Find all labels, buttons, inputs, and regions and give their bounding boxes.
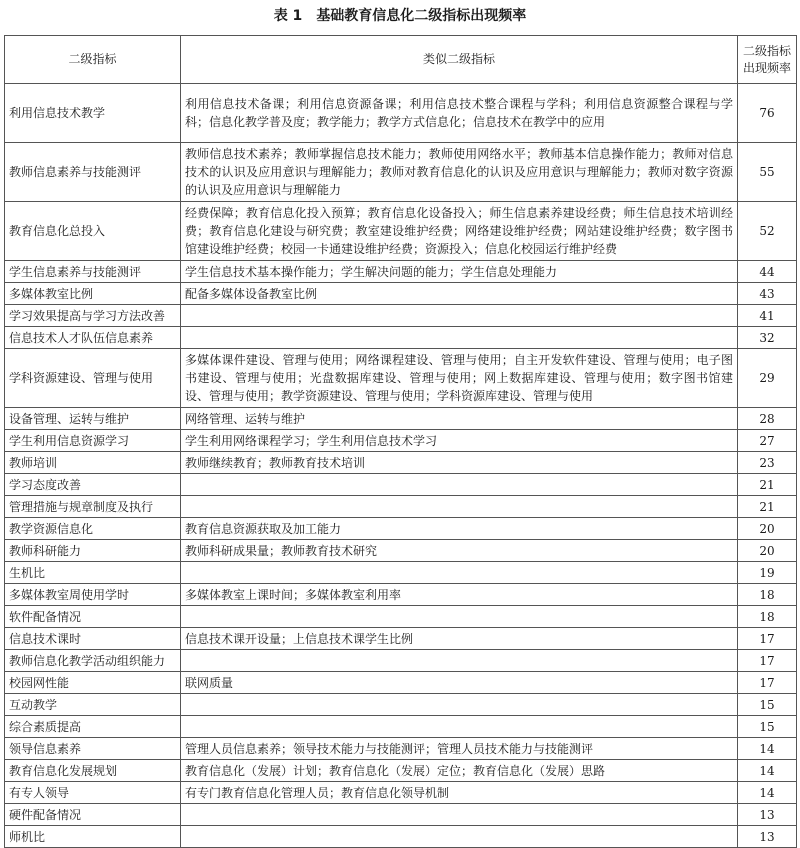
- frequency-cell: 23: [738, 452, 797, 474]
- table-row: [5, 694, 797, 716]
- frequency-cell: 52: [738, 202, 797, 261]
- similar-cell: [181, 562, 738, 584]
- header-row: [5, 36, 797, 84]
- frequency-cell: 76: [738, 84, 797, 143]
- frequency-cell: 29: [738, 349, 797, 408]
- frequency-cell: 43: [738, 283, 797, 305]
- similar-cell: 多媒体课件建设、管理与使用；网络课程建设、管理与使用；自主开发软件建设、管理与使用；电子图书建设、管理与使用；光盘数据库建设、管理与使用；网上数据库建设、管理与使用；数字图书馆建设、管理与使用；教学资源建设、管理与使用；学科资源库建设、管理与使用: [181, 349, 738, 408]
- frequency-cell: 19: [738, 562, 797, 584]
- frequency-cell: 13: [738, 826, 797, 848]
- frequency-cell: 14: [738, 782, 797, 804]
- frequency-cell: 13: [738, 804, 797, 826]
- frequency-cell: 32: [738, 327, 797, 349]
- table-row: [5, 540, 797, 562]
- similar-cell: 教育信息资源获取及加工能力: [181, 518, 738, 540]
- table-row: [5, 349, 797, 408]
- similar-cell: [181, 305, 738, 327]
- frequency-cell: 18: [738, 606, 797, 628]
- frequency-cell: 20: [738, 540, 797, 562]
- similar-cell: 教师信息技术素养；教师掌握信息技术能力；教师使用网络水平；教师基本信息操作能力；教师对信息技术的认识及应用意识与理解能力；教师对教育信息化的认识及应用意识与理解能力；教师对数字资源的认识及应用意识与理解能力: [181, 143, 738, 202]
- similar-cell: 经费保障；教育信息化投入预算；教育信息化设备投入；师生信息素养建设经费；师生信息技术培训经费；教育信息化建设与研究费；教室建设维护经费；网络建设维护经费；网站建设维护经费；数字图书馆建设维护经费；校园一卡通建设维护经费；资源投入；信息化校园运行维护经费: [181, 202, 738, 261]
- frequency-cell: 44: [738, 261, 797, 283]
- frequency-cell: 17: [738, 628, 797, 650]
- frequency-cell: 18: [738, 584, 797, 606]
- similar-cell: [181, 804, 738, 826]
- indicator-cell: 教育信息化发展规划: [5, 760, 181, 782]
- similar-cell: [181, 474, 738, 496]
- indicator-cell: 有专人领导: [5, 782, 181, 804]
- table-row: [5, 628, 797, 650]
- indicator-cell: 生机比: [5, 562, 181, 584]
- table-row: [5, 804, 797, 826]
- similar-cell: 学生信息技术基本操作能力；学生解决问题的能力；学生信息处理能力: [181, 261, 738, 283]
- similar-cell: 教师继续教育；教师教育技术培训: [181, 452, 738, 474]
- table-row: [5, 782, 797, 804]
- indicator-cell: 综合素质提高: [5, 716, 181, 738]
- header-frequency: 二级指标出现频率: [738, 36, 797, 84]
- similar-cell: 教育信息化（发展）计划；教育信息化（发展）定位；教育信息化（发展）思路: [181, 760, 738, 782]
- table-row: [5, 202, 797, 261]
- indicator-cell: 信息技术课时: [5, 628, 181, 650]
- indicator-cell: 教学资源信息化: [5, 518, 181, 540]
- frequency-cell: 14: [738, 760, 797, 782]
- table-row: [5, 496, 797, 518]
- table-row: [5, 826, 797, 848]
- similar-cell: [181, 826, 738, 848]
- indicator-cell: 学生信息素养与技能测评: [5, 261, 181, 283]
- frequency-cell: 21: [738, 474, 797, 496]
- table-row: [5, 84, 797, 143]
- indicator-cell: 信息技术人才队伍信息素养: [5, 327, 181, 349]
- frequency-cell: 17: [738, 650, 797, 672]
- similar-cell: [181, 327, 738, 349]
- similar-cell: [181, 716, 738, 738]
- table-row: [5, 518, 797, 540]
- similar-cell: [181, 496, 738, 518]
- indicator-cell: 硬件配备情况: [5, 804, 181, 826]
- frequency-cell: 27: [738, 430, 797, 452]
- indicator-cell: 教师培训: [5, 452, 181, 474]
- indicator-cell: 教师科研能力: [5, 540, 181, 562]
- table-row: [5, 430, 797, 452]
- table-number: 表 1: [273, 8, 303, 24]
- table-row: [5, 261, 797, 283]
- table-row: [5, 283, 797, 305]
- table-row: [5, 452, 797, 474]
- similar-cell: 教师科研成果量；教师教育技术研究: [181, 540, 738, 562]
- indicator-frequency-table: [4, 35, 797, 848]
- indicator-cell: 师机比: [5, 826, 181, 848]
- table-row: [5, 327, 797, 349]
- indicator-cell: 教师信息素养与技能测评: [5, 143, 181, 202]
- table-row: [5, 672, 797, 694]
- table-row: [5, 716, 797, 738]
- similar-cell: 管理人员信息素养；领导技术能力与技能测评；管理人员技术能力与技能测评: [181, 738, 738, 760]
- header-indicator: 二级指标: [5, 36, 181, 84]
- table-row: [5, 584, 797, 606]
- table-title: 基础教育信息化二级指标出现频率: [316, 8, 527, 24]
- frequency-cell: 28: [738, 408, 797, 430]
- similar-cell: 有专门教育信息化管理人员；教育信息化领导机制: [181, 782, 738, 804]
- indicator-cell: 软件配备情况: [5, 606, 181, 628]
- indicator-cell: 校园网性能: [5, 672, 181, 694]
- indicator-cell: 领导信息素养: [5, 738, 181, 760]
- frequency-cell: 41: [738, 305, 797, 327]
- similar-cell: 网络管理、运转与维护: [181, 408, 738, 430]
- indicator-cell: 多媒体教室周使用学时: [5, 584, 181, 606]
- frequency-cell: 21: [738, 496, 797, 518]
- similar-cell: 配备多媒体设备教室比例: [181, 283, 738, 305]
- indicator-cell: 设备管理、运转与维护: [5, 408, 181, 430]
- frequency-cell: 20: [738, 518, 797, 540]
- table-row: [5, 760, 797, 782]
- indicator-cell: 学生利用信息资源学习: [5, 430, 181, 452]
- table-row: [5, 650, 797, 672]
- indicator-cell: 多媒体教室比例: [5, 283, 181, 305]
- indicator-cell: 学习效果提高与学习方法改善: [5, 305, 181, 327]
- table-row: [5, 562, 797, 584]
- similar-cell: [181, 606, 738, 628]
- table-row: [5, 738, 797, 760]
- frequency-cell: 15: [738, 716, 797, 738]
- similar-cell: 多媒体教室上课时间；多媒体教室利用率: [181, 584, 738, 606]
- frequency-cell: 15: [738, 694, 797, 716]
- table-row: [5, 474, 797, 496]
- similar-cell: [181, 694, 738, 716]
- header-similar: 类似二级指标: [181, 36, 738, 84]
- similar-cell: 学生利用网络课程学习；学生利用信息技术学习: [181, 430, 738, 452]
- similar-cell: 利用信息技术备课；利用信息资源备课；利用信息技术整合课程与学科；利用信息资源整合课程与学科；信息化教学普及度；教学能力；教学方式信息化；信息技术在教学中的应用: [181, 84, 738, 143]
- indicator-cell: 教师信息化教学活动组织能力: [5, 650, 181, 672]
- indicator-cell: 互动教学: [5, 694, 181, 716]
- frequency-cell: 55: [738, 143, 797, 202]
- indicator-cell: 管理措施与规章制度及执行: [5, 496, 181, 518]
- indicator-cell: 教育信息化总投入: [5, 202, 181, 261]
- frequency-cell: 14: [738, 738, 797, 760]
- table-row: [5, 143, 797, 202]
- table-caption: [0, 6, 800, 26]
- indicator-cell: 学习态度改善: [5, 474, 181, 496]
- similar-cell: 联网质量: [181, 672, 738, 694]
- similar-cell: 信息技术课开设量；上信息技术课学生比例: [181, 628, 738, 650]
- table-row: [5, 606, 797, 628]
- indicator-cell: 利用信息技术教学: [5, 84, 181, 143]
- table-row: [5, 408, 797, 430]
- table-row: [5, 305, 797, 327]
- similar-cell: [181, 650, 738, 672]
- frequency-cell: 17: [738, 672, 797, 694]
- indicator-cell: 学科资源建设、管理与使用: [5, 349, 181, 408]
